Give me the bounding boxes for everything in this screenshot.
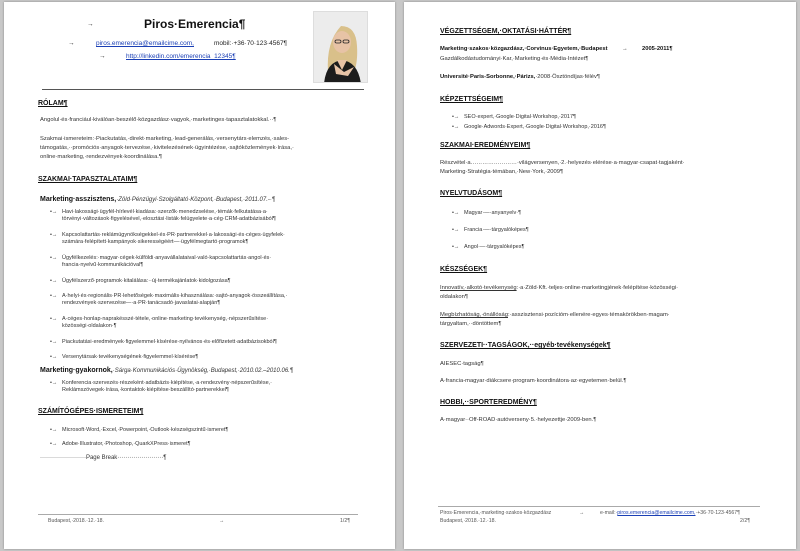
job1-place: ·Zöld·Pénzügyi·Szolgáltató·Központ,·Budapest,·2011.07.-·¶ bbox=[116, 197, 276, 203]
about-skills-line: támogatás,··promóciós·anyagok·tervezése,·kivitelezésének·ügyintézése,·sajtóközlemények·írása,· bbox=[40, 145, 294, 151]
footer-date: Budapest,·2018.·12.·18. bbox=[48, 518, 104, 524]
footer-rule bbox=[38, 514, 358, 515]
list-item: •→ Konferencia·szervezés·részeként·adatbázis·kiépítése,·a·rendezvény·népszerűsítése,· Reklámszövegek·írása,·kontaktok·kiépítése·beszállító·partnerekkel¶ bbox=[50, 380, 273, 394]
bullet-icon: •→ bbox=[452, 124, 460, 130]
tab-arrow: → bbox=[99, 53, 106, 60]
skill2-line: Megbízhatóság,·önállóság:·asszisztensi·pozícióm·ellenére·egyes·témakörökben·magam· bbox=[440, 312, 670, 318]
list-item: •→ SEO·expert,·Google·Digital·Workshop,·2017¶ bbox=[452, 114, 576, 120]
bullet-icon: •→ bbox=[50, 232, 58, 238]
tab-arrow: → bbox=[68, 40, 75, 47]
it-skills-heading: SZÁMÍTÓGÉPES·ISMERETEIM¶ bbox=[38, 408, 144, 415]
footer-page-number: 1/2¶ bbox=[340, 518, 350, 524]
organizations-heading: SZERVEZETI··TAGSÁGOK,··egyéb·tevékenységek¶ bbox=[440, 342, 611, 349]
mobile-number: mobil:·+36·70·123·4567¶ bbox=[214, 40, 288, 47]
bullet-icon: •→ bbox=[50, 316, 58, 322]
list-item: •→ Adobe·Illustrator,·Photoshop,·QuarkXPress·ismeret¶ bbox=[50, 441, 191, 447]
results-heading: SZAKMAI·EREDMÉNYEIM¶ bbox=[440, 142, 531, 149]
list-item: •→ Microsoft·Word,·Excel,·Powerpoint,·Outlook·készségszintű·ismeret¶ bbox=[50, 427, 229, 433]
job1-line bbox=[40, 196, 275, 203]
organization-item: AIESEC·tagság¶ bbox=[440, 361, 484, 367]
edu1-faculty: Gazdálkodástudományi·Kar,·Marketing·és·Média·Intézet¶ bbox=[440, 56, 589, 62]
edu1-years: 2005-2011¶ bbox=[642, 46, 673, 52]
results-line: Részvétel·a……………………·világversenyen,·2.·helyezés·elérése·a·magyar·csapat·tagjaként· bbox=[440, 160, 685, 166]
edu1-line bbox=[440, 46, 608, 52]
bullet-icon: •→ bbox=[452, 227, 460, 233]
bullet-icon: •→ bbox=[452, 114, 460, 120]
list-item: •→ Angol·—·tárgyalóképes¶ bbox=[452, 244, 525, 250]
job2-title: Marketing·gyakornok, bbox=[40, 367, 113, 374]
portrait-image bbox=[314, 12, 368, 83]
edu2-title: Université·Paris-Sorbonne,·Párizs, bbox=[440, 74, 536, 80]
tab-arrow: → bbox=[87, 21, 94, 28]
organization-item: A·francia-magyar·diákcsere·program·koordinátora·az·egyetemen·belül.¶ bbox=[440, 378, 627, 384]
footer-arrow: → bbox=[219, 518, 225, 524]
list-item: •→ Havi·lakossági·ügyfél-hírlevél·kiadása:·szerzők·menedzselése,·témák·felkutatása·a· törvényi·változások·figyelésével,·elosztási·listák·felügyelete·a·cég·CRM-adatbázisából¶ bbox=[50, 209, 276, 223]
training-heading: KÉPZETTSÉGEIM¶ bbox=[440, 96, 504, 103]
skill1-line: Innovatív,·alkotó·tevékenység:·a·Zöld·Kft.·teljes·online·marketingjének·felépítése·közösségi· bbox=[440, 285, 679, 291]
skill1-line: oldalakon¶ bbox=[440, 294, 468, 300]
bullet-icon: •→ bbox=[50, 339, 58, 345]
job2-place: ·Sárga·Kommunikációs·Ügynökség,·Budapest,·2010.02.–2010.06.¶ bbox=[112, 368, 294, 374]
profile-photo bbox=[313, 11, 368, 83]
list-item: •→ Piackutatási·eredmények·figyelemmel·kísérése·nyilvános·és·előfizetett·adatbázisokból¶ bbox=[50, 339, 277, 345]
about-intro: Angolul·és·franciául·kiválóan·beszélő·közgazdász·vagyok,·marketinges·tapasztalatokkal.··¶ bbox=[40, 117, 277, 123]
list-item: •→ Google·Adwords·Expert,·Google·Digital·Workshop,·2016¶ bbox=[452, 124, 606, 130]
footer-email-link[interactable]: piros.emerencia@emailcime.com, bbox=[617, 510, 696, 516]
edu2-line bbox=[440, 74, 600, 80]
list-item: •→ Ügyfélkezelés:·magyar·cégek·külföldi·anyavállalataival·való·kapcsolattartás·angol·és· francia·nyelvű·kommunikációval¶ bbox=[50, 255, 272, 269]
skill2-line: tárgyaltam,··döntöttem¶ bbox=[440, 321, 502, 327]
footer-arrow: → bbox=[579, 510, 585, 516]
list-item: •→ Versenytársak·tevékenységének·figyelemmel·kísérése¶ bbox=[50, 354, 199, 360]
skill1-label: Innovatív,·alkotó·tevékenység bbox=[440, 285, 517, 291]
email-link[interactable]: piros.emerencia@emailcime.com, bbox=[96, 40, 194, 47]
bullet-icon: •→ bbox=[50, 354, 58, 360]
footer-rule bbox=[438, 506, 760, 507]
footer-author: Piros·Emerencia,·marketing·szakos·közgazdász bbox=[440, 510, 552, 516]
skill2-label: Megbízhatóság,·önállóság bbox=[440, 312, 508, 318]
about-skills-line: online·marketing,·rendezvények·koordinálása.¶ bbox=[40, 154, 163, 160]
bullet-icon: •→ bbox=[50, 278, 58, 284]
hobby-heading: HOBBI,··SPORTEREDMÉNY¶ bbox=[440, 399, 537, 406]
job1-title: Marketing·asszisztens, bbox=[40, 196, 117, 203]
list-item: •→ A·helyi·és·regionális·PR·lehetőségek·maximális·kihasználása:·sajtó-anyagok·összeállítása,· rendezvények·szervezése—·a·PR·tanácsadó·javaslatai·alapján¶ bbox=[50, 293, 288, 307]
footer-contact: e-mail:·piros.emerencia@emailcime.com,·+36·70·123·4567¶ bbox=[600, 510, 740, 516]
job2-line bbox=[40, 367, 293, 374]
education-heading: VÉGZETTSÉGEM,·OKTATÁSI·HÁTTÉR¶ bbox=[440, 28, 572, 35]
skills-heading: KÉSZSÉGEK¶ bbox=[440, 266, 488, 273]
experience-heading: SZAKMAI·TAPASZTALATAIM¶ bbox=[38, 176, 138, 183]
edu1-arrow: → bbox=[622, 46, 628, 52]
footer-page-number: 2/2¶ bbox=[740, 518, 750, 524]
bullet-icon: •→ bbox=[50, 209, 58, 215]
bullet-icon: •→ bbox=[452, 244, 460, 250]
bullet-icon: •→ bbox=[50, 255, 58, 261]
bullet-icon: •→ bbox=[50, 441, 58, 447]
candidate-name: Piros·Emerencia¶ bbox=[144, 17, 246, 31]
edu1-title: Marketing·szakos·közgazdász,·Corvinus·Egyetem,·Budapest bbox=[440, 46, 608, 52]
list-item: •→ A·céges·honlap·naprakésszé·tétele,·online·marketing·tevékenység,·népszerűsítése· közösségi·oldalakon·¶ bbox=[50, 316, 269, 330]
results-line: Marketing·Stratégia·témában,·New·York,·2009¶ bbox=[440, 169, 564, 175]
edu2-detail: ·2008·Ösztöndíjas·félév¶ bbox=[535, 74, 601, 80]
cv-page-2 bbox=[404, 2, 796, 549]
bullet-icon: •→ bbox=[50, 380, 58, 386]
header-rule bbox=[42, 89, 364, 90]
about-skills-line: Szakmai·ismereteim:·Piackutatás,·direkt·marketing,·lead-generálás,·versenytárs·elemzés,·sales- bbox=[40, 136, 290, 142]
about-heading: RÓLAM¶ bbox=[38, 100, 68, 107]
list-item: •→ Kapcsolattartás·reklámügynökségekkel·és·PR·partnerekkel·a·lakossági·és·céges·ügyfelek· számára·felépített·kampányok·sikerességéért—·ügyfélmegtartó·programok¶ bbox=[50, 232, 285, 246]
list-item: •→ Francia·—·tárgyalóképes¶ bbox=[452, 227, 529, 233]
hobby-item: A·magyar··Off-ROAD·autóverseny·5.·helyezettje·2009-ben.¶ bbox=[440, 417, 597, 423]
page-break-marker: ·······················Page Break·······················¶ bbox=[40, 455, 167, 461]
cv-page-1 bbox=[4, 2, 395, 549]
bullet-icon: •→ bbox=[452, 210, 460, 216]
list-item: •→ Magyar·—·anyanyelv·¶ bbox=[452, 210, 522, 216]
list-item: •→ Ügyfélszerző·programok·kitalálása:··új·termékajánlatok·kidolgozása¶ bbox=[50, 278, 231, 284]
languages-heading: NYELVTUDÁSOM¶ bbox=[440, 190, 503, 197]
footer-date: Budapest,·2018.·12.·18. bbox=[440, 518, 496, 524]
edu1-years-wrap bbox=[642, 46, 673, 52]
linkedin-link[interactable]: http://linkedin.com/emerencia_12345¶ bbox=[126, 53, 236, 60]
bullet-icon: •→ bbox=[50, 293, 58, 299]
bullet-icon: •→ bbox=[50, 427, 58, 433]
